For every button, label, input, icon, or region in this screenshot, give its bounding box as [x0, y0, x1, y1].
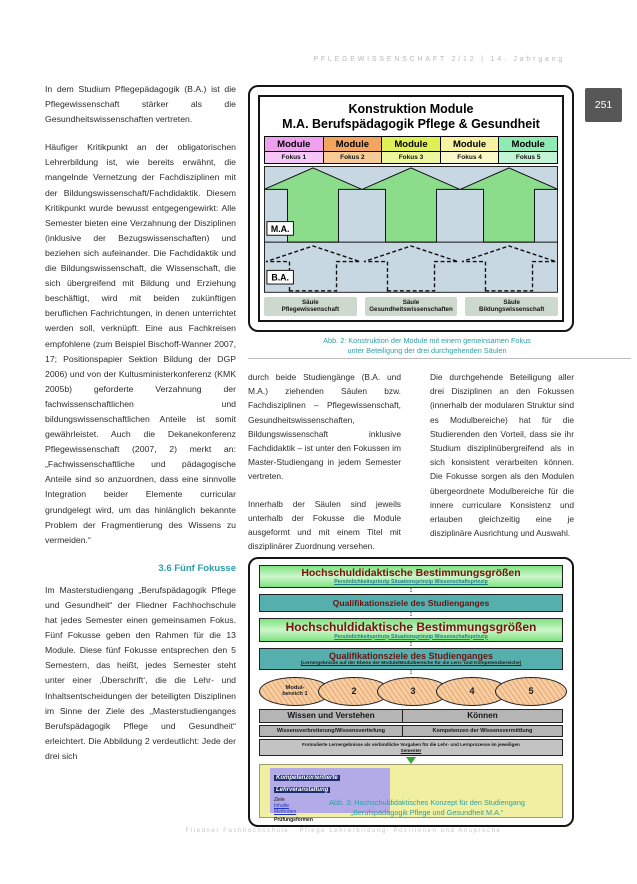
page-number-badge: 251	[585, 88, 622, 122]
bestimmungsgroessen-bar-top: Hochschuldidaktische Bestimmungsgrößen Persönlichkeitsprinzip Situationsprinzip Wissenschaftsprinzip	[259, 565, 563, 588]
module-column-3: Module Fokus 3	[382, 137, 441, 163]
kompetenz-sub-row	[259, 725, 563, 737]
lesson-title: Kompetenzorientierte	[276, 775, 338, 782]
modulbereich-ellipses	[259, 677, 563, 707]
kompetenzen-cell: Kompetenzen der Wissensvermittlung	[432, 727, 533, 734]
modulbereich-1: Modul- bereich 1	[259, 677, 331, 706]
middle-text-column	[248, 370, 401, 566]
section-heading: 3.6 Fünf Fokusse	[158, 562, 236, 574]
module-focus-table	[264, 136, 558, 164]
modulbereich-4: 4	[436, 677, 508, 706]
paragraph: Häufiger Kritikpunkt an der obligatorischen Lehrerbildung ist, wie bereits erwähnt, die mangelnde Vernetzung der Fachdisziplinen mit der Bildungswissenschaft/Fachdidaktik. Diesem Kritikpunkt wurde bewusst entgegengewirkt: Alle Semester bieten eine Verzahnung der Disziplinen (inklusive der Bezugswissenschaften) und beziehen sich aufeinander. Die Fachdidaktik und die Bildungswissenschaft, die Wissenschaft, die sich übergreifend mit Bildung und Erziehung beschäftigt, wird mit beiden zukünftigen beruflichen Fachrichtungen, in denen unterrichtet werden soll, verknüpft. Eine aus Fachkreisen empfohlene (zum Beispiel Bischoff-Wanner 2007, 17; Positionspapier Sektion Bildung der DGP 2006) und von der Kultusministerkonferenz (KMK 2005b) geforderte Verzahnung der fachwissenschaftlichen und bildungswissenschaftlichen Anteile ist somit gewährleistet. Auch die Dekanekonferenz Pflegewissenschaft (2007, 2) merkt an: „Fachwissenschaftliche und pädagogische Anteile sind so anzuordnen, dass eine sinnvolle Integration beider Elemente curricular grundgelegt wird, um das hinlänglich bekannte Problem der Fragmentierung des Wissens zu vermeiden.“	[45, 142, 236, 545]
pillar-bildungswissenschaft: Säule Bildungswissenschaft	[465, 297, 558, 316]
wissen-und-verstehen-cell: Wissen und Verstehen	[260, 710, 403, 722]
paragraph: Innerhalb der Säulen sind jeweils unterhalb der Fokusse die Module ausgeformt und mit einem Titel mit disziplinärer Zuordnung versehen.	[248, 498, 401, 552]
modulbereich-5: 5	[495, 677, 567, 706]
paragraph: Die durchgehende Beteiligung aller drei Disziplinen an den Fokussen (innerhalb der modularen Struktur sind es Modulbereiche) hat für die Studierenden den Vorteil, dass sie ihr Studium disziplinübergreifend als in sich konsistent verarbeiten können. Die Fokusse sorgen als den Modulen übergeordnete Modulbereiche für die innere curriculare Konsistenz und erlauben gleichzeitig eine je disziplinäre Ausrichtung und Auswahl.	[430, 372, 574, 539]
pillar-row	[264, 297, 558, 316]
bestimmungsgroessen-bar-main: Hochschuldidaktische Bestimmungsgrößen Persönlichkeitsprinzip Situationsprinzip Wissenschaftsprinzip	[259, 618, 563, 643]
lesson-item-methoden: Methoden	[274, 809, 297, 816]
horizontal-divider	[248, 358, 631, 359]
figure3-caption: Abb. 3: Hochschuldidaktisches Konzept für den Studiengang „Berufspädagogik Pflege und Gesundheit M.A.“	[329, 798, 525, 817]
ma-ba-arrows-diagram	[264, 166, 558, 293]
figure2-caption: Abb. 2: Konstruktion der Module mit einem gemeinsamen Fokus unter Beteiligung der drei durchgehenden Säulen	[323, 336, 531, 355]
module-column-2: Module Fokus 2	[324, 137, 383, 163]
modulbereich-2: 2	[318, 677, 390, 706]
qualifikationsziele-bar-1: Qualifikationsziele des Studienganges	[259, 594, 563, 612]
qualifikationsziele-bar-2: Qualifikationsziele des Studienganges (Lernergebnisse auf der Ebene der Module/Modulbereiche für die Lern- und Kompetenzbereiche)	[259, 648, 563, 670]
paragraph: Im Masterstudiengang „Berufspädagogik Pflege und Gesundheit“ der Fliedner Fachhochschule hat jedes Semester einen gemeinsamen Fokus. Fünf Fokusse geben den Rahmen für die 13 Module. Diese fünf Fokusse entsprechen den 5 Semestern, das heißt, jedes Semester steht unter einer ‚Überschrift‘, die die Lehr- und Inhaltsentscheidungen der beteiligten Disziplinen im Sinne der Ziele des „Masterstudienganges Berufspädagogik Pflege und Gesundheit“ erleichtert. Die Abbildung 2 verdeutlicht: Jede der drei sich	[45, 584, 236, 761]
wissensverbreiterung-cell: Wissensverbreiterung/Wissensvertiefung	[260, 726, 403, 736]
article-footer: Fliedner Fachhochschule · Pflege Lehrerbildung: Positionen und Ansprüche	[185, 828, 502, 834]
paragraph: durch beide Studiengänge (B.A. und M.A.) ziehenden Säulen bzw. Fachdisziplinen – Pflegewissenschaft, Gesundheitswissenschaften, Bildungswissenschaft inklusive Fachdidaktik – ist unter den Fokussen im Master-Studiengang in jedem Semester vertreten.	[248, 372, 401, 482]
lehrveranstaltung-box: Kompetenzorientierte Lehrveranstaltung Ziele Inhalte Methoden Prüfungsformen	[270, 768, 390, 813]
right-text-column	[430, 370, 574, 553]
pillar-pflegewissenschaft: Säule Pflegewissenschaft	[264, 297, 357, 316]
down-arrow-icon	[259, 756, 563, 764]
figure-konstruktion-module	[248, 85, 574, 332]
module-column-5: Module Fokus 5	[499, 137, 557, 163]
ba-label: B.A.	[271, 272, 289, 283]
lesson-item-inhalte: Inhalte	[274, 803, 290, 810]
ma-label: M.A.	[270, 223, 290, 234]
kompetenz-header-row	[259, 709, 563, 723]
figure-hochschuldidaktisches-konzept	[248, 557, 574, 827]
connector-arrow-icon	[259, 670, 563, 676]
figure-inner-frame	[258, 95, 564, 322]
journal-header: PFLEGEWISSENSCHAFT 2/12 | 14. Jahrgang	[313, 56, 565, 63]
module-column-4: Module Fokus 4	[441, 137, 500, 163]
paragraph: In dem Studium Pflegepädagogik (B.A.) ist die Pflegewissenschaft stärker als die Gesundheitswissenschaften vertreten.	[45, 84, 236, 125]
lesson-item-pruefungsformen: Prüfungsformen	[274, 816, 313, 823]
lesson-item-ziele: Ziele	[274, 796, 285, 803]
left-text-column	[45, 82, 236, 777]
lernergebnisse-fineprint: Formulierte Lernergebnisse als verbindliche Vorgaben für die Lehr- und Lernprozesse im jeweiligen Semester	[259, 739, 563, 757]
pillar-gesundheitswissenschaften: Säule Gesundheitswissenschaften	[365, 297, 458, 316]
koennen-cell: Können	[467, 711, 498, 721]
modulbereich-3: 3	[377, 677, 449, 706]
figure-title: Konstruktion Module M.A. Berufspädagogik Pflege & Gesundheit	[282, 102, 540, 131]
module-column-1: Module Fokus 1	[265, 137, 324, 163]
